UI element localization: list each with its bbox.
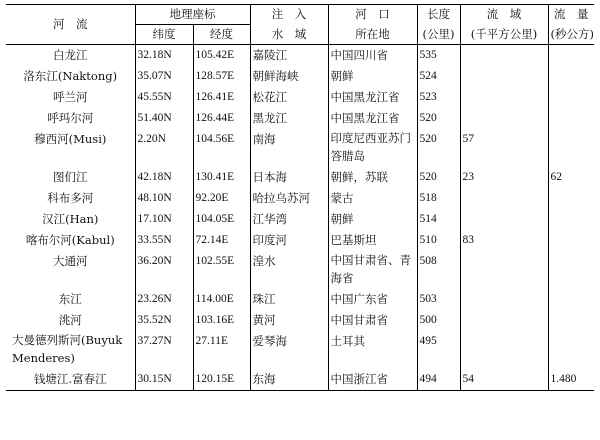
river-name: 大通河 bbox=[53, 254, 88, 268]
latitude: 30.15N bbox=[135, 369, 193, 391]
header-length-top: 长度 bbox=[417, 5, 460, 25]
inflow-water: 黄河 bbox=[250, 310, 328, 331]
latitude: 2.20N bbox=[135, 129, 193, 167]
table-row bbox=[6, 230, 594, 251]
header-coords: 地理座标 bbox=[135, 5, 250, 25]
river-name: 呼玛尔河 bbox=[47, 111, 94, 125]
mouth-location: 朝鲜 bbox=[328, 66, 417, 87]
longitude: 114.00E bbox=[193, 289, 250, 310]
longitude: 92.20E bbox=[193, 188, 250, 209]
header-flow-bottom: (秒公方) bbox=[548, 25, 594, 45]
table-row bbox=[6, 108, 594, 129]
table-row bbox=[6, 167, 594, 188]
inflow-water: 朝鲜海峡 bbox=[250, 66, 328, 87]
mouth-location: 印度尼西亚苏门答腊岛 bbox=[328, 129, 417, 167]
river-name: 穆西河(Musi) bbox=[34, 132, 107, 146]
longitude: 126.41E bbox=[193, 87, 250, 108]
length-km: 520 bbox=[417, 167, 460, 188]
length-km: 494 bbox=[417, 369, 460, 391]
flow-rate bbox=[548, 129, 594, 167]
river-name: 东江 bbox=[58, 292, 82, 306]
table-row bbox=[6, 129, 594, 167]
inflow-water: 黑龙江 bbox=[250, 108, 328, 129]
longitude: 126.44E bbox=[193, 108, 250, 129]
basin-area: 57 bbox=[460, 129, 548, 167]
longitude: 130.41E bbox=[193, 167, 250, 188]
mouth-location: 中国广东省 bbox=[328, 289, 417, 310]
basin-area bbox=[460, 66, 548, 87]
latitude: 37.27N bbox=[135, 331, 193, 369]
latitude: 45.55N bbox=[135, 87, 193, 108]
inflow-water: 嘉陵江 bbox=[250, 45, 328, 67]
header-mouth-top: 河 口 bbox=[328, 5, 417, 25]
mouth-location: 中国黑龙江省 bbox=[328, 87, 417, 108]
inflow-water: 东海 bbox=[250, 369, 328, 391]
basin-area bbox=[460, 87, 548, 108]
mouth-location: 中国浙江省 bbox=[328, 369, 417, 391]
mouth-location: 中国甘肃省、青海省 bbox=[328, 251, 417, 289]
flow-rate bbox=[548, 310, 594, 331]
basin-area: 23 bbox=[460, 167, 548, 188]
river-name: 钱塘江.富春江 bbox=[6, 369, 135, 391]
longitude: 102.55E bbox=[193, 251, 250, 289]
table-row bbox=[6, 289, 594, 310]
table-row bbox=[6, 310, 594, 331]
longitude: 120.15E bbox=[193, 369, 250, 391]
flow-rate bbox=[548, 66, 594, 87]
inflow-water: 日本海 bbox=[250, 167, 328, 188]
longitude: 103.16E bbox=[193, 310, 250, 331]
flow-rate bbox=[548, 251, 594, 289]
river-name: 大曼德列斯河(Buyuk Menderes) bbox=[12, 333, 123, 365]
header-inflow-bottom: 水 域 bbox=[250, 25, 328, 45]
header-lat: 纬度 bbox=[135, 25, 193, 45]
inflow-water: 珠江 bbox=[250, 289, 328, 310]
river-name: 汉江(Han) bbox=[42, 212, 99, 226]
mouth-location: 中国黑龙江省 bbox=[328, 108, 417, 129]
flow-rate: 1.480 bbox=[548, 369, 594, 391]
river-name: 图们江 bbox=[53, 170, 88, 184]
mouth-location: 朝鲜，苏联 bbox=[328, 167, 417, 188]
table-row bbox=[6, 87, 594, 108]
table-row bbox=[6, 209, 594, 230]
inflow-water: 南海 bbox=[250, 129, 328, 167]
latitude: 42.18N bbox=[135, 167, 193, 188]
river-name: 科布多河 bbox=[47, 191, 94, 205]
table-row bbox=[6, 369, 594, 391]
header-lon: 经度 bbox=[193, 25, 250, 45]
inflow-water: 哈拉乌苏河 bbox=[250, 188, 328, 209]
inflow-water: 江华湾 bbox=[250, 209, 328, 230]
inflow-water: 松花江 bbox=[250, 87, 328, 108]
river-name: 洛东江(Naktong) bbox=[23, 69, 118, 83]
flow-rate bbox=[548, 209, 594, 230]
basin-area bbox=[460, 331, 548, 369]
basin-area bbox=[460, 45, 548, 67]
length-km: 520 bbox=[417, 108, 460, 129]
mouth-location: 朝鲜 bbox=[328, 209, 417, 230]
length-km: 514 bbox=[417, 209, 460, 230]
table-row bbox=[6, 331, 594, 369]
header-river: 河 流 bbox=[6, 5, 135, 45]
flow-rate: 62 bbox=[548, 167, 594, 188]
length-km: 523 bbox=[417, 87, 460, 108]
flow-rate bbox=[548, 87, 594, 108]
river-name: 洮河 bbox=[58, 313, 82, 327]
length-km: 524 bbox=[417, 66, 460, 87]
table-row bbox=[6, 188, 594, 209]
basin-area: 83 bbox=[460, 230, 548, 251]
river-name: 呼兰河 bbox=[53, 90, 88, 104]
latitude: 48.10N bbox=[135, 188, 193, 209]
basin-area: 54 bbox=[460, 369, 548, 391]
latitude: 33.55N bbox=[135, 230, 193, 251]
length-km: 510 bbox=[417, 230, 460, 251]
latitude: 17.10N bbox=[135, 209, 193, 230]
rivers-table bbox=[6, 4, 594, 391]
latitude: 35.07N bbox=[135, 66, 193, 87]
flow-rate bbox=[548, 289, 594, 310]
flow-rate bbox=[548, 108, 594, 129]
latitude: 36.20N bbox=[135, 251, 193, 289]
longitude: 104.05E bbox=[193, 209, 250, 230]
flow-rate bbox=[548, 188, 594, 209]
table-row bbox=[6, 66, 594, 87]
mouth-location: 巴基斯坦 bbox=[328, 230, 417, 251]
basin-area bbox=[460, 289, 548, 310]
mouth-location: 中国甘肃省 bbox=[328, 310, 417, 331]
latitude: 35.52N bbox=[135, 310, 193, 331]
length-km: 535 bbox=[417, 45, 460, 67]
basin-area bbox=[460, 108, 548, 129]
length-km: 508 bbox=[417, 251, 460, 289]
basin-area bbox=[460, 209, 548, 230]
longitude: 104.56E bbox=[193, 129, 250, 167]
inflow-water: 湟水 bbox=[250, 251, 328, 289]
header-row-1 bbox=[6, 5, 594, 25]
length-km: 503 bbox=[417, 289, 460, 310]
header-mouth-bottom: 所在地 bbox=[328, 25, 417, 45]
mouth-location: 土耳其 bbox=[328, 331, 417, 369]
length-km: 518 bbox=[417, 188, 460, 209]
latitude: 32.18N bbox=[135, 45, 193, 67]
flow-rate bbox=[548, 230, 594, 251]
flow-rate bbox=[548, 331, 594, 369]
header-basin-bottom: (千平方公里) bbox=[460, 25, 548, 45]
longitude: 128.57E bbox=[193, 66, 250, 87]
mouth-location: 蒙古 bbox=[328, 188, 417, 209]
latitude: 23.26N bbox=[135, 289, 193, 310]
length-km: 500 bbox=[417, 310, 460, 331]
basin-area bbox=[460, 251, 548, 289]
header-length-bottom: (公里) bbox=[417, 25, 460, 45]
inflow-water: 爱琴海 bbox=[250, 331, 328, 369]
header-flow-top: 流 量 bbox=[548, 5, 594, 25]
flow-rate bbox=[548, 45, 594, 67]
header-inflow-top: 注 入 bbox=[250, 5, 328, 25]
table-row bbox=[6, 251, 594, 289]
river-name: 喀布尔河(Kabul) bbox=[25, 233, 115, 247]
length-km: 495 bbox=[417, 331, 460, 369]
header-basin-top: 流 域 bbox=[460, 5, 548, 25]
table-row bbox=[6, 45, 594, 67]
longitude: 105.42E bbox=[193, 45, 250, 67]
latitude: 51.40N bbox=[135, 108, 193, 129]
river-name: 白龙江 bbox=[53, 48, 88, 62]
basin-area bbox=[460, 188, 548, 209]
inflow-water: 印度河 bbox=[250, 230, 328, 251]
longitude: 72.14E bbox=[193, 230, 250, 251]
mouth-location: 中国四川省 bbox=[328, 45, 417, 67]
longitude: 27.11E bbox=[193, 331, 250, 369]
length-km: 520 bbox=[417, 129, 460, 167]
basin-area bbox=[460, 310, 548, 331]
